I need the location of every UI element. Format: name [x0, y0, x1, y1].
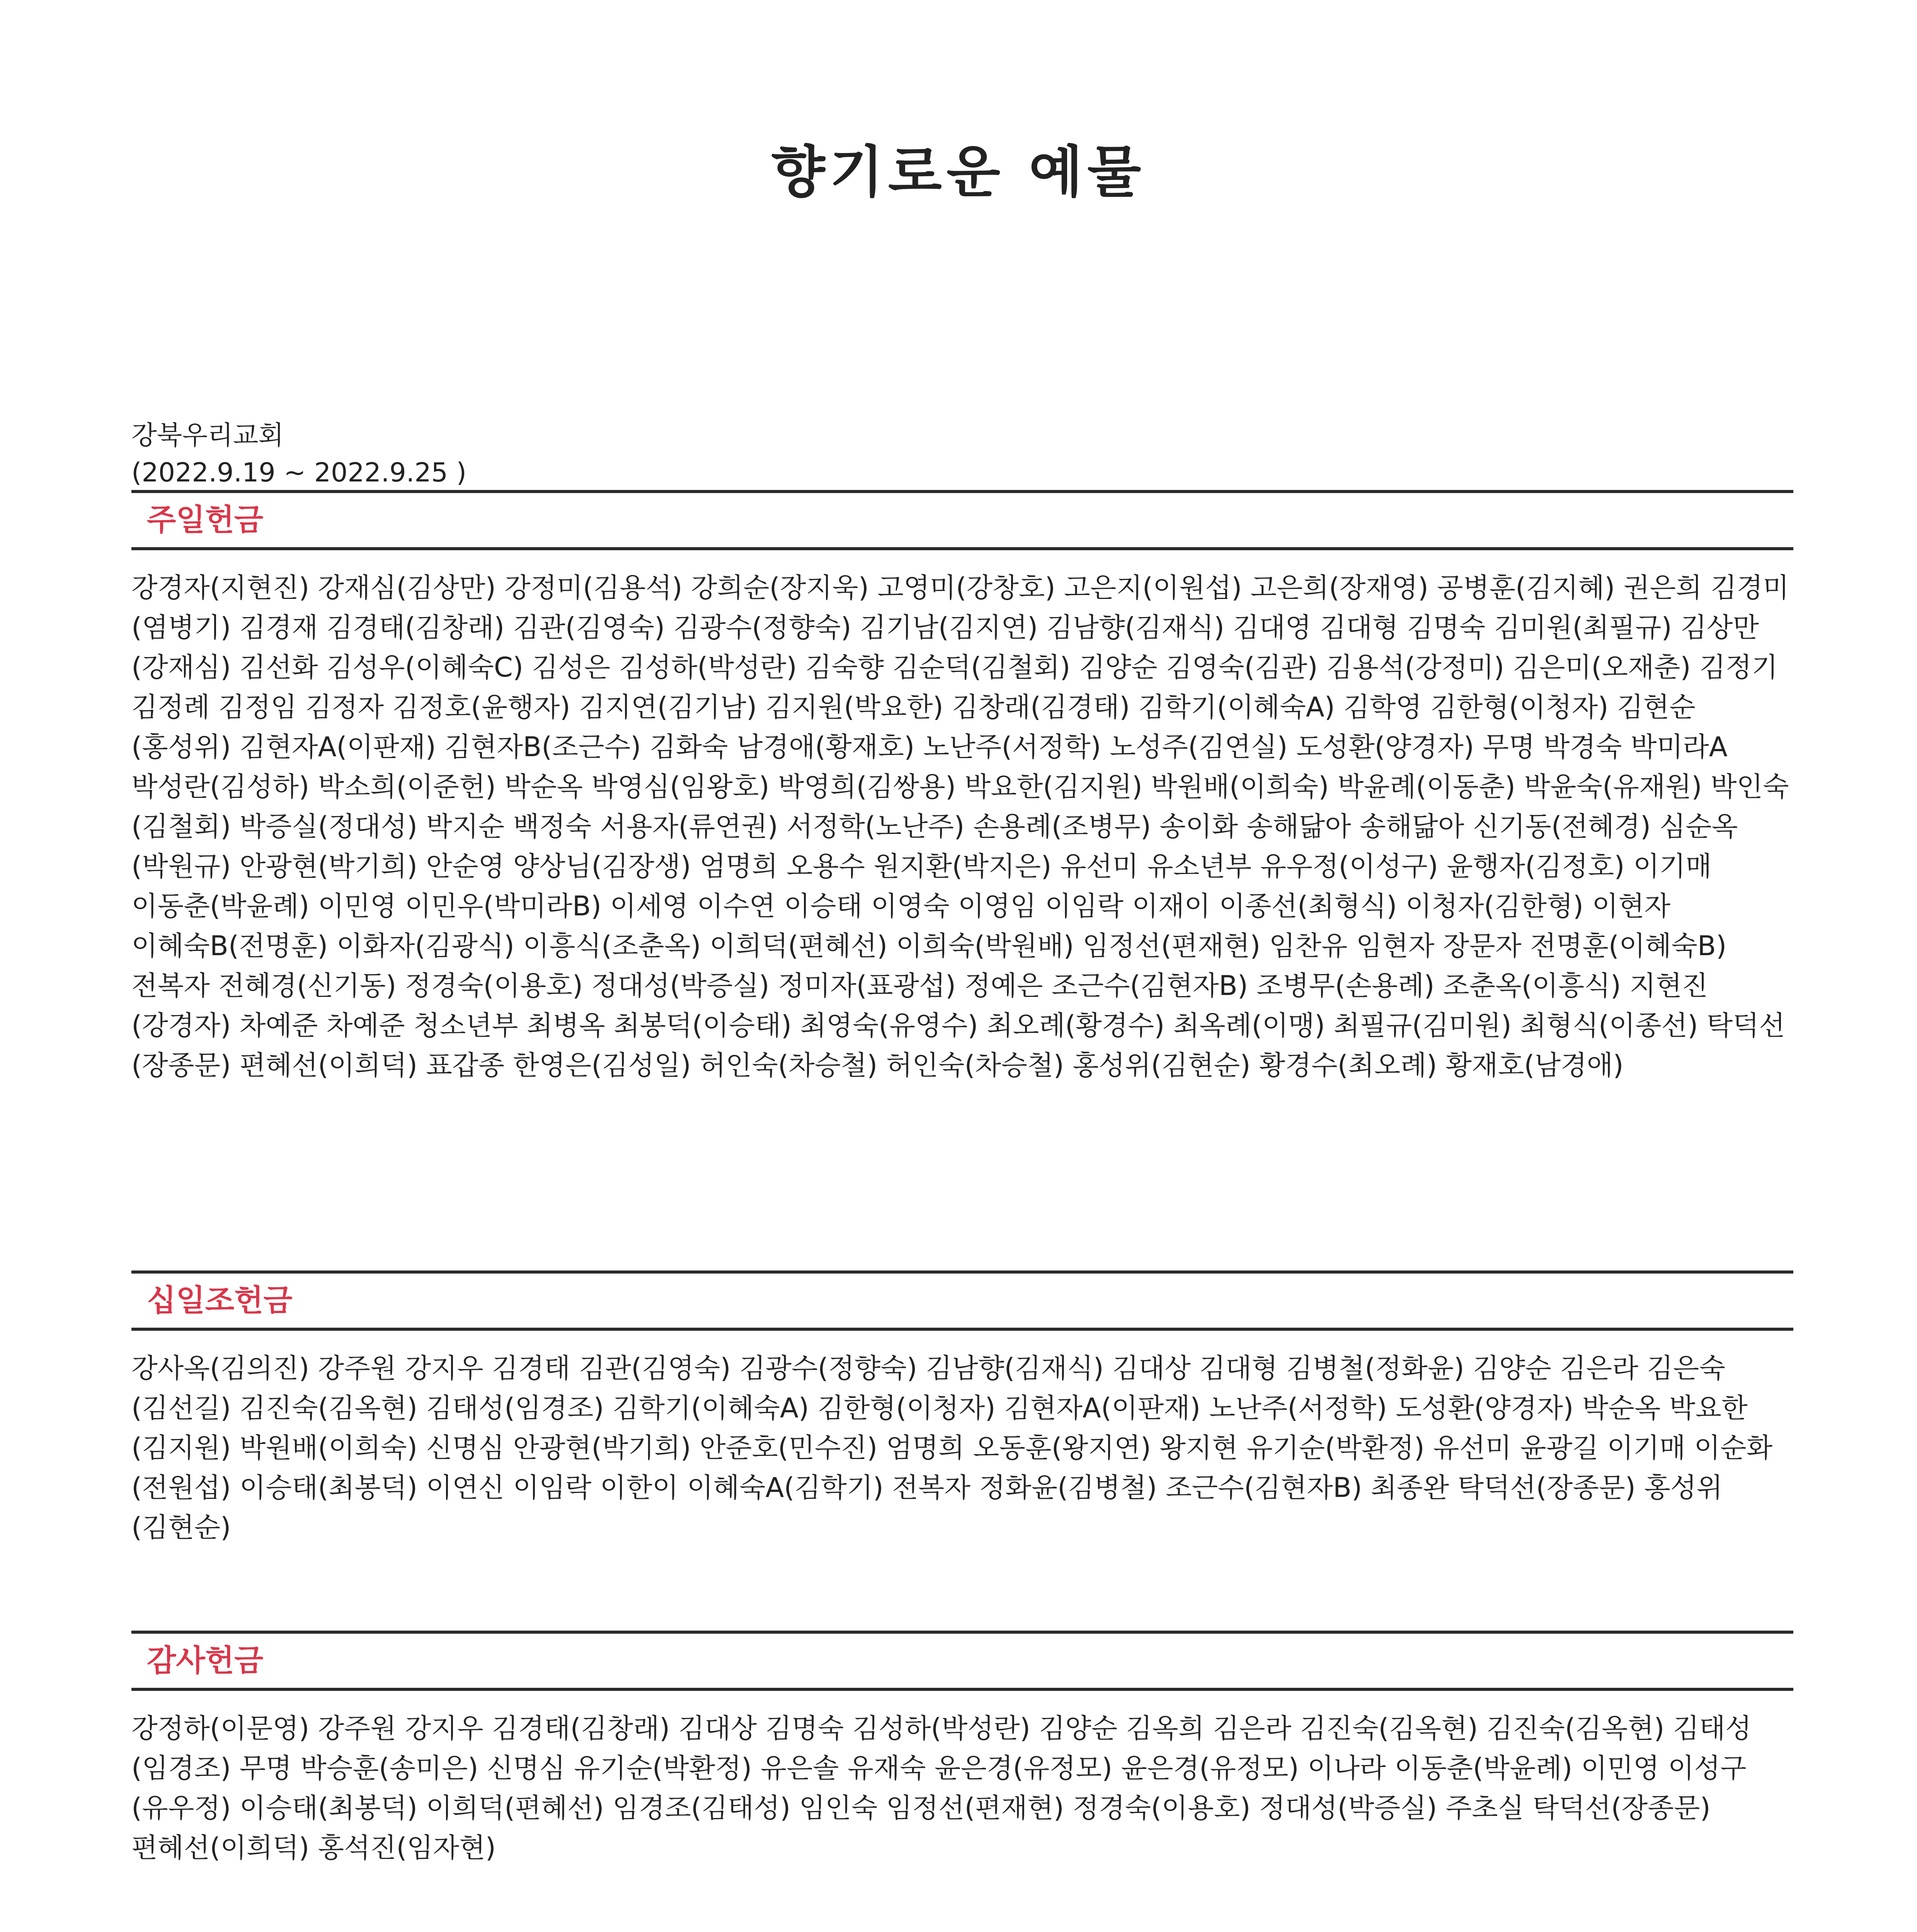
section-heading: 주일헌금 — [147, 503, 264, 537]
page-title: 향기로운 예물 — [771, 139, 1146, 204]
header-meta — [131, 417, 466, 492]
donor-list: 강경자(지현진) 강재심(김상만) 강정미(김용석) 강희순(장지욱) 고영미(강창호) 고은지(이원섭) 고은희(장재영) 공병훈(김지혜) 권은희 김경미(염병기) 김경재 김경태(김창래) 김관(김영숙) 김광수(정향숙) 김기남(김지연) 김남향(김재식) 김대영 김대형 김명숙 김미원(최필규) 김상만(강재심) 김선화 김성우(이혜숙C) 김성은 김성하(박성란) 김숙향 김순덕(김철회) 김양순 김영숙(김관) 김용석(강정미) 김은미(오재춘) 김정기 김정례 김정임 김정자 김정호(윤행자) 김지연(김기남) 김지원(박요한) 김창래(김경태) 김학기(이혜숙A) 김학영 김한형(이청자) 김현순(홍성위) 김현자A(이판재) 김현자B(조근수) 김화숙 남경애(황재호) 노난주(서정학) 노성주(김연실) 도성환(양경자) 무명 박경숙 박미라A 박성란(김성하) 박소희(이준헌) 박순옥 박영심(임왕호) 박영희(김쌍용) 박요한(김지원) 박원배(이희숙) 박윤례(이동춘) 박윤숙(유재원) 박인숙(김철회) 박증실(정대성) 박지순 백정숙 서용자(류연권) 서정학(노난주) 손용례(조병무) 송이화 송해닮아 송해닮아 신기동(전혜경) 심순옥(박원규) 안광현(박기희) 안순영 양상님(김장생) 엄명희 오용수 원지환(박지은) 유선미 유소년부 유우정(이성구) 윤행자(김정호) 이기매 이동춘(박윤례) 이민영 이민우(박미라B) 이세영 이수연 이승태 이영숙 이영임 이임락 이재이 이종선(최형식) 이청자(김한형) 이현자 이혜숙B(전명훈) 이화자(김광식) 이흥식(조춘옥) 이희덕(편혜선) 이희숙(박원배) 임정선(편재현) 임찬유 임현자 장문자 전명훈(이혜숙B) 전복자 전혜경(신기동) 정경숙(이용호) 정대성(박증실) 정미자(표광섭) 정예은 조근수(김현자B) 조병무(손용례) 조춘옥(이흥식) 지현진(강경자) 차예준 차예준 청소년부 최병옥 최봉덕(이승태) 최영숙(유영수) 최오례(황경수) 최옥례(이맹) 최필규(김미원) 최형식(이종선) 탁덕선(장종문) 편혜선(이희덕) 표갑종 한영은(김성일) 허인숙(차승철) 허인숙(차승철) 홍성위(김현순) 황경수(최오례) 황재호(남경애) — [131, 572, 1789, 1081]
donor-list: 강사옥(김의진) 강주원 강지우 김경태 김관(김영숙) 김광수(정향숙) 김남향(김재식) 김대상 김대형 김병철(정화윤) 김양순 김은라 김은숙(김선길) 김진숙(김옥현) 김태성(임경조) 김학기(이혜숙A) 김한형(이청자) 김현자A(이판재) 노난주(서정학) 도성환(양경자) 박순옥 박요한(김지원) 박원배(이희숙) 신명심 안광현(박기희) 안준호(민수진) 엄명희 오동훈(왕지연) 왕지현 유기순(박환정) 유선미 윤광길 이기매 이순화(전원섭) 이승태(최봉덕) 이연신 이임락 이한이 이혜숙A(김학기) 전복자 정화윤(김병철) 조근수(김현자B) 최종완 탁덕선(장종문) 홍성위(김현순) — [131, 1352, 1773, 1543]
section-thanksgiving-offering — [131, 1631, 1793, 1868]
section-divider — [131, 1688, 1793, 1691]
date-range: (2022.9.19 ~ 2022.9.25 ) — [131, 457, 467, 488]
donor-list: 강정하(이문영) 강주원 강지우 김경태(김창래) 김대상 김명숙 김성하(박성란) 김양순 김옥희 김은라 김진숙(김옥현) 김진숙(김옥현) 김태성(임경조) 무명 박승훈(송미은) 신명심 유기순(박환정) 유은솔 유재숙 윤은경(유정모) 윤은경(유정모) 이나라 이동춘(박윤례) 이민영 이성구(유우정) 이승태(최봉덕) 이희덕(편혜선) 임경조(김태성) 임인숙 임정선(편재현) 정경숙(이용호) 정대성(박증실) 주초실 탁덕선(장종문) 편혜선(이희덕) 홍석진(임자현) — [131, 1713, 1752, 1864]
section-heading: 감사헌금 — [147, 1643, 264, 1678]
section-divider — [131, 490, 1793, 493]
section-divider — [131, 1270, 1793, 1274]
section-divider — [131, 1631, 1793, 1634]
section-divider — [131, 547, 1793, 550]
church-name: 강북우리교회 — [131, 420, 284, 451]
section-divider — [131, 1328, 1793, 1331]
section-tithe-offering — [131, 1270, 1793, 1548]
section-sunday-offering — [131, 490, 1793, 1085]
section-heading: 십일조헌금 — [147, 1283, 293, 1318]
